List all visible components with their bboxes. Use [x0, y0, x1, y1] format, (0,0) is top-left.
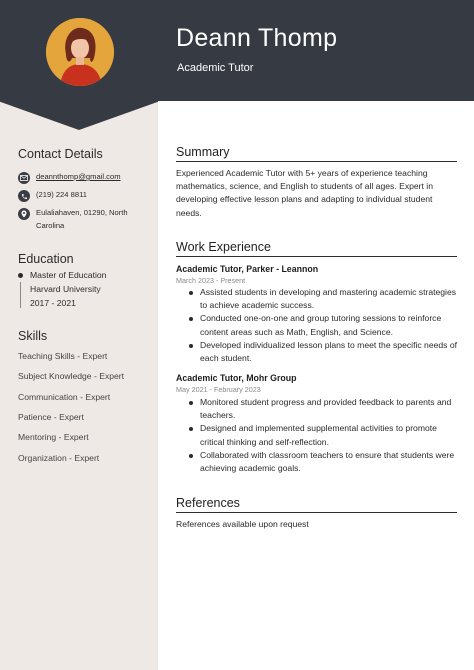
education-years: 2017 - 2021 [30, 298, 76, 308]
job-dates: May 2021 - February 2023 [176, 385, 261, 394]
references-text: References available upon request [176, 519, 309, 529]
list-item: Collaborated with classroom teachers to ensure that students were achieving academic goals. [176, 449, 460, 475]
skill-item: Organization - Expert [18, 453, 100, 463]
list-item: Designed and implemented supplemental activities to promote critical thinking and self-reflection. [176, 422, 460, 448]
contact-email-text[interactable]: deannthomp@gmail.com [36, 172, 121, 181]
candidate-name: Deann Thomp [176, 24, 338, 52]
list-item: Monitored student progress and provided feedback to parents and teachers. [176, 396, 460, 422]
job-bullets [176, 286, 460, 365]
list-item: Developed individualized lesson plans to meet the specific needs of each student. [176, 339, 460, 365]
avatar-portrait-icon [46, 18, 114, 86]
skill-item: Mentoring - Expert [18, 432, 89, 442]
contact-heading: Contact Details [18, 147, 103, 161]
job-dates: March 2023 - Present [176, 276, 246, 285]
phone-icon [18, 190, 30, 202]
contact-address-text: Eulaliahaven, 01290, North Carolina [36, 208, 128, 230]
job-bullets [176, 396, 460, 475]
skill-item: Teaching Skills - Expert [18, 351, 108, 361]
skill-item: Patience - Expert [18, 412, 84, 422]
skills-heading: Skills [18, 329, 48, 343]
experience-heading: Work Experience [176, 240, 457, 257]
job-title: Academic Tutor, Parker - Leannon [176, 264, 319, 274]
skill-item: Communication - Expert [18, 392, 111, 402]
location-pin-icon [18, 208, 30, 220]
sidebar [0, 101, 158, 670]
education-heading: Education [18, 252, 74, 266]
education-degree: Master of Education [30, 270, 107, 280]
mail-icon [18, 172, 30, 184]
education-school: Harvard University [30, 284, 101, 294]
candidate-title: Academic Tutor [177, 62, 254, 74]
summary-text: Experienced Academic Tutor with 5+ years of experience teaching mathematics, science, and English to students of all ages. Expert in developing effective lesson plans and adapting to individual student needs. [176, 168, 433, 218]
avatar [46, 18, 114, 86]
list-item: Assisted students in developing and mastering academic strategies to achieve academic success. [176, 286, 460, 312]
contact-phone [18, 189, 148, 202]
timeline-dot [18, 273, 23, 278]
summary-heading: Summary [176, 145, 457, 162]
contact-phone-text: (219) 224 8811 [36, 190, 87, 199]
contact-address [18, 207, 148, 232]
skill-item: Subject Knowledge - Expert [18, 371, 125, 381]
contact-email[interactable] [18, 171, 148, 184]
job-title: Academic Tutor, Mohr Group [176, 373, 297, 383]
references-heading: References [176, 496, 457, 513]
timeline-line [20, 282, 21, 308]
list-item: Conducted one-on-one and group tutoring sessions to reinforce content areas such as Math, English, and Science. [176, 312, 460, 338]
